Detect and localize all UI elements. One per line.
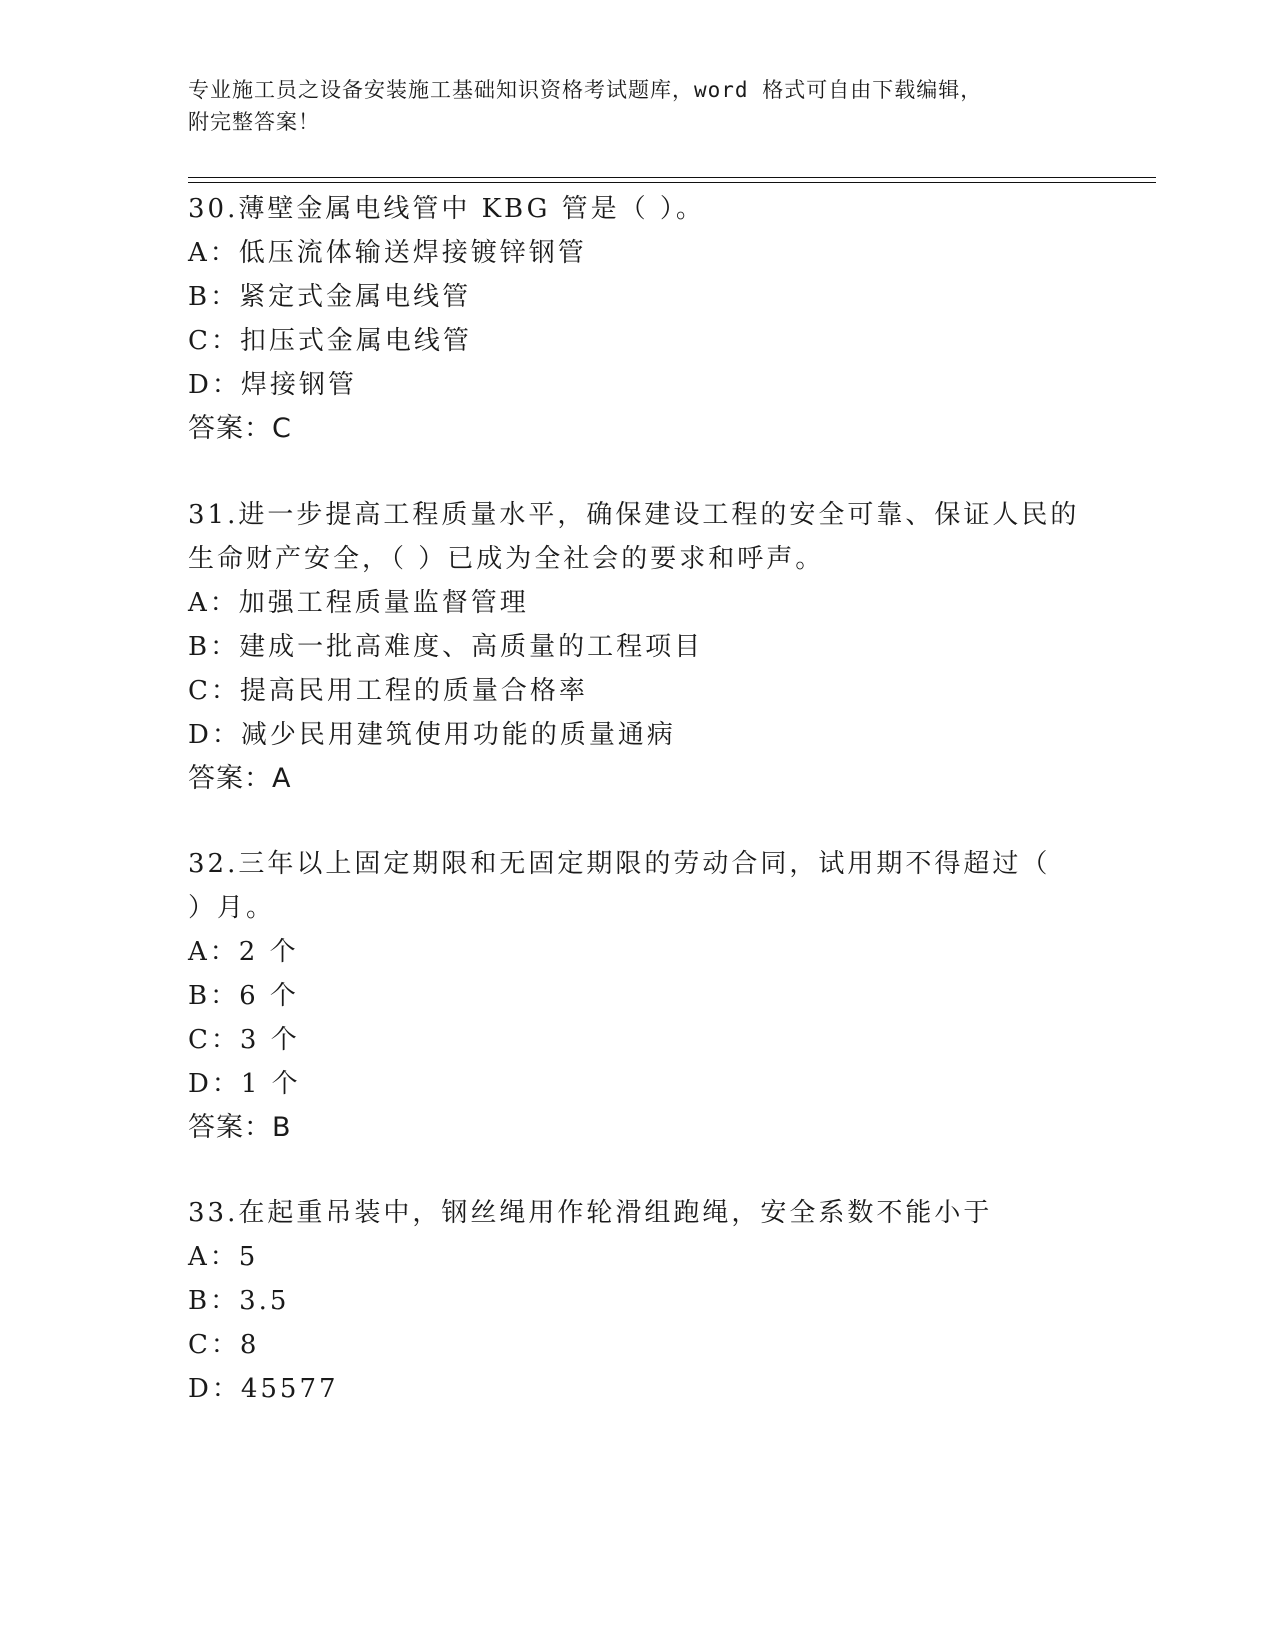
question-stem: 32.三年以上固定期限和无固定期限的劳动合同，试用期不得超过（ xyxy=(188,849,1051,879)
option-c: C：提高民用工程的质量合格率 xyxy=(188,676,588,706)
option-b: B：建成一批高难度、高质量的工程项目 xyxy=(188,632,704,662)
option-a: A：2 个 xyxy=(188,937,299,967)
option-d: D：45577 xyxy=(188,1374,339,1404)
question-stem-continued: 生命财产安全，（ ）已成为全社会的要求和呼声。 xyxy=(188,544,825,574)
option-b: B：3.5 xyxy=(188,1286,290,1316)
answer: 答案：C xyxy=(188,413,292,444)
option-c: C：8 xyxy=(188,1330,260,1360)
question-stem: 33.在起重吊装中，钢丝绳用作轮滑组跑绳，安全系数不能小于 xyxy=(188,1198,993,1228)
option-d: D：减少民用建筑使用功能的质量通病 xyxy=(188,720,676,750)
option-a: A：低压流体输送焊接镀锌钢管 xyxy=(188,238,587,268)
option-d: D：1 个 xyxy=(188,1069,301,1099)
header-divider-bottom xyxy=(188,182,1156,183)
question-stem: 31.进一步提高工程质量水平，确保建设工程的安全可靠、保证人民的 xyxy=(188,500,1080,530)
option-a: A：5 xyxy=(188,1242,259,1272)
option-b: B：紧定式金属电线管 xyxy=(188,282,472,312)
option-b: B：6 个 xyxy=(188,981,299,1011)
document-header xyxy=(188,74,1068,138)
header-line-2: 附完整答案！ xyxy=(188,110,320,134)
option-a: A：加强工程质量监督管理 xyxy=(188,588,529,618)
option-c: C：扣压式金属电线管 xyxy=(188,326,472,356)
header-line-1: 专业施工员之设备安装施工基础知识资格考试题库，word 格式可自由下载编辑， xyxy=(188,78,983,102)
answer: 答案：B xyxy=(188,1112,292,1143)
answer: 答案：A xyxy=(188,763,292,794)
header-divider-top xyxy=(188,177,1156,178)
option-c: C：3 个 xyxy=(188,1025,300,1055)
question-stem-continued: ）月。 xyxy=(188,893,276,923)
option-d: D：焊接钢管 xyxy=(188,370,357,400)
question-stem: 30.薄壁金属电线管中 KBG 管是（ ）。 xyxy=(188,194,705,224)
